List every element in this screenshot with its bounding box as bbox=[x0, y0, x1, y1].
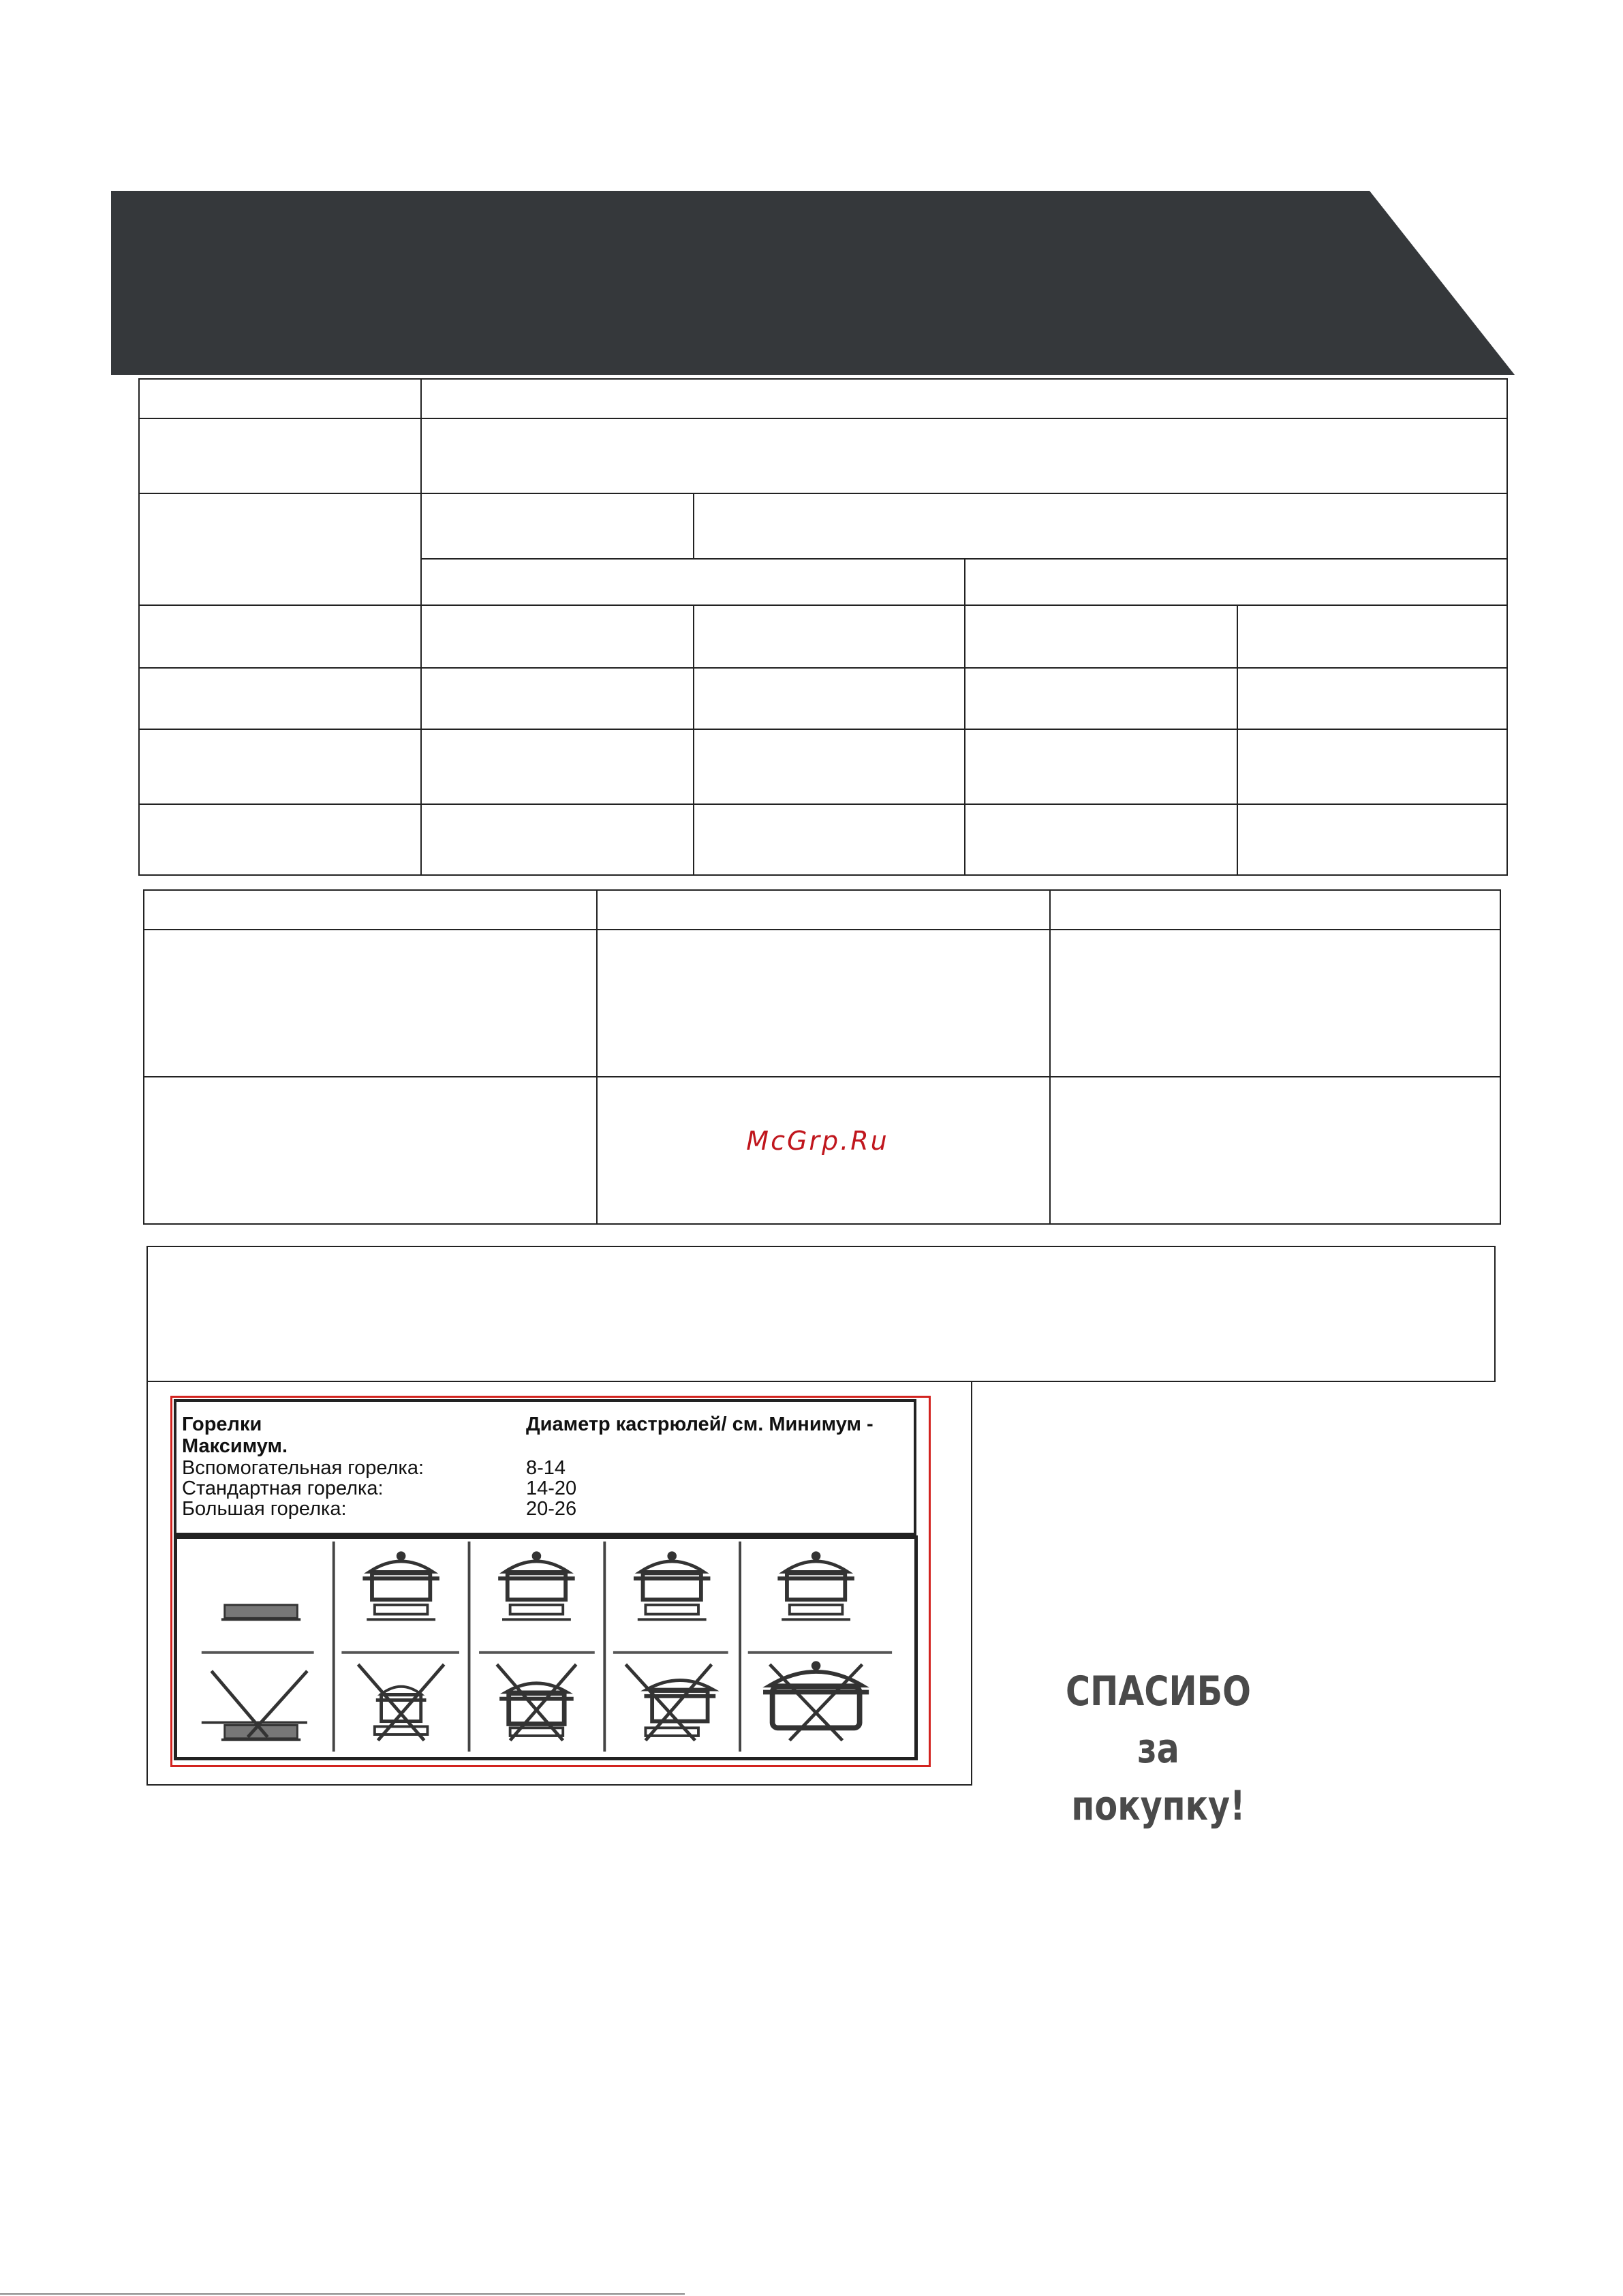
info-table bbox=[143, 889, 1501, 1225]
spec-table bbox=[138, 378, 1508, 876]
cookware-pictogram-grid bbox=[174, 1535, 918, 1760]
footer-rule bbox=[0, 2293, 685, 2295]
burner-label: Стандартная горелка: bbox=[182, 1478, 384, 1499]
pot-on-burner-icon bbox=[362, 1551, 439, 1619]
burner-heading: Горелки bbox=[182, 1413, 262, 1435]
flat-griddle-crossed-icon bbox=[202, 1671, 307, 1740]
burner-value: 8-14 bbox=[526, 1457, 566, 1479]
burner-value: 20-26 bbox=[526, 1498, 577, 1520]
pot-diameter-heading: Диаметр кастрюлей/ см. Минимум - bbox=[526, 1413, 874, 1435]
pot-diameter-heading-cont: Максимум. bbox=[182, 1435, 288, 1457]
thank-you-line-1: СПАСИБО bbox=[1066, 1668, 1251, 1715]
burner-label: Большая горелка: bbox=[182, 1498, 347, 1520]
burner-value: 14-20 bbox=[526, 1478, 577, 1499]
watermark-text: McGrp.Ru bbox=[746, 1126, 889, 1156]
burner-label: Вспомогательная горелка: bbox=[182, 1457, 424, 1479]
pot-on-burner-icon bbox=[498, 1551, 574, 1619]
off-center-pot-crossed-icon bbox=[497, 1664, 576, 1741]
small-pot-crossed-icon bbox=[358, 1664, 444, 1741]
burner-info-box bbox=[174, 1399, 916, 1535]
note-box bbox=[146, 1246, 1496, 1382]
oversized-pot-crossed-icon bbox=[763, 1661, 869, 1740]
thank-you-message bbox=[1047, 1663, 1270, 1835]
thank-you-line-2: за покупку! bbox=[1071, 1725, 1246, 1830]
pot-on-burner-icon bbox=[777, 1551, 854, 1619]
flat-griddle-icon bbox=[221, 1605, 300, 1619]
header-banner bbox=[111, 191, 1515, 375]
pot-on-burner-icon bbox=[634, 1551, 710, 1619]
tilted-pot-crossed-icon bbox=[625, 1664, 715, 1741]
